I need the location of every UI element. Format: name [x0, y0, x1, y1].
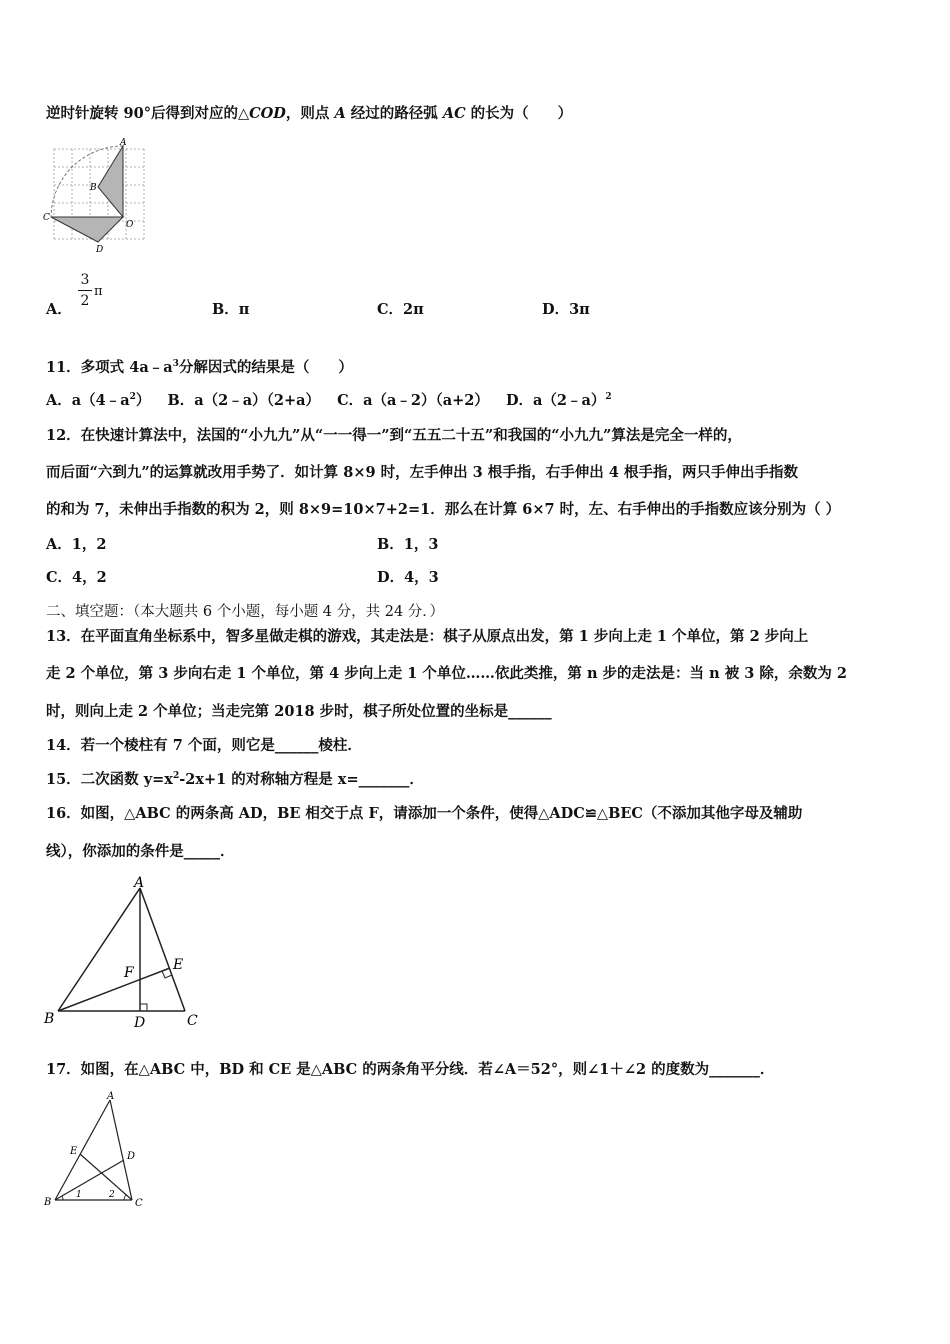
q15-stem-pre: 15．二次函数 y=x — [46, 771, 173, 788]
q14-stem: 14．若一个棱柱有 7 个面，则它是______棱柱． — [46, 737, 362, 754]
q12-option-b: B．1，3 — [377, 536, 439, 553]
q10-stem-pre: 逆时针旋转 90°后得到对应的△ — [46, 105, 250, 122]
q10-stem-ac: AC — [442, 105, 466, 122]
q16-label-a: A — [134, 875, 145, 891]
q11-option-b: B．a（2﹣a）（2+a） — [167, 392, 320, 409]
q10-option-d: D．3π — [542, 301, 590, 318]
q13-line-1: 13．在平面直角坐标系中，智多星做走棋的游戏，其走法是：棋子从原点出发，第 1 步向上走 1 个单位，第 2 步向上 — [46, 628, 809, 645]
q11-option-a-exp: 2 — [129, 392, 136, 403]
q10-stem-cod: COD — [249, 105, 286, 122]
q15-stem-exp: 2 — [172, 771, 180, 782]
q12-option-d: D．4，3 — [377, 569, 439, 586]
q16-right-angle-d — [140, 1004, 147, 1011]
q16-label-c: C — [187, 1013, 198, 1029]
q10-option-a-pi: π — [94, 284, 103, 299]
q10-stem-a: A — [334, 105, 346, 122]
q17-label-e: E — [70, 1146, 78, 1157]
q10-label-b: B — [90, 183, 97, 193]
section-2-heading: 二、填空题：（本大题共 6 个小题，每小题 4 分，共 24 分．） — [46, 604, 445, 620]
q11-option-d-exp: 2 — [605, 392, 612, 403]
q10-option-c: C．2π — [377, 301, 424, 318]
q10-stem-mid2: 经过的路径弧 — [345, 105, 443, 122]
q17-side-ab — [55, 1100, 110, 1200]
q11-option-a-pre: A．a（4﹣a — [46, 392, 130, 409]
q12-line-1: 12．在快速计算法中，法国的“小九九”从“一一得一”到“五五二十五”和我国的“小九九”算法是完全一样的， — [46, 427, 742, 444]
q10-option-a-letter: A． — [46, 301, 72, 318]
q10-triangle-cod — [51, 217, 123, 242]
q10-stem — [46, 102, 572, 123]
q17-stem: 17．如图，在△ABC 中，BD 和 CE 是△ABC 的两条角平分线．若∠A＝52°，则∠1＋∠2 的度数为_______． — [46, 1061, 775, 1078]
q11-option-d-pre: D．a（2﹣a） — [505, 392, 606, 409]
q12-line-3: 的和为 7，未伸出手指数的积为 2，则 8×9=10×7+2=1．那么在计算 6×7 时，左、右手伸出的手指数应该分别为（ ） — [46, 501, 841, 518]
q11-options — [46, 389, 612, 410]
q16-line-1: 16．如图，△ABC 的两条高 AD，BE 相交于点 F，请添加一个条件，使得△ADC≌△BEC（不添加其他字母及辅助 — [46, 805, 803, 822]
q10-figure — [40, 135, 155, 255]
q15-stem-post: -2x+1 的对称轴方程是 x=_______． — [179, 771, 424, 788]
q17-bisector-ce — [80, 1154, 132, 1200]
q17-label-c: C — [135, 1198, 143, 1209]
q10-option-a-denominator: 2 — [80, 293, 90, 309]
q16-side-ab — [58, 888, 140, 1011]
q12-option-c: C．4，2 — [46, 569, 107, 586]
q10-label-a: A — [120, 138, 127, 148]
q17-angle-2-arc — [124, 1195, 126, 1200]
q16-label-f: F — [124, 965, 134, 981]
q16-line-2: 线），你添加的条件是_____． — [46, 843, 235, 860]
q10-option-a-fraction — [78, 273, 92, 308]
q11-option-c: C．a（a﹣2）（a+2） — [337, 392, 489, 409]
q17-figure — [40, 1088, 150, 1213]
q11-stem-pre: 11．多项式 4a﹣a — [46, 359, 173, 376]
q10-stem-mid: ，则点 — [285, 105, 335, 122]
q12-option-a: A．1，2 — [46, 536, 107, 553]
q10-stem-end: 的长为（ ） — [465, 105, 573, 122]
q17-label-b: B — [44, 1197, 52, 1208]
q17-label-2: 2 — [109, 1190, 115, 1200]
q17-side-ac — [110, 1100, 132, 1200]
q16-altitude-be — [58, 968, 170, 1011]
q11-stem — [46, 356, 353, 377]
q11-stem-post: 分解因式的结果是（ ） — [178, 359, 353, 376]
q10-label-d: D — [96, 245, 104, 255]
q17-label-d: D — [127, 1151, 136, 1162]
q15-stem — [46, 768, 424, 789]
q13-line-2: 走 2 个单位，第 3 步向右走 1 个单位，第 4 步向上走 1 个单位……依此类推，第 n 步的走法是：当 n 被 3 除，余数为 2 — [46, 665, 848, 682]
q17-label-a: A — [107, 1091, 115, 1102]
q16-figure — [40, 875, 210, 1033]
q16-label-d: D — [134, 1015, 146, 1031]
q10-label-c: C — [43, 213, 50, 223]
q16-label-b: B — [44, 1011, 55, 1027]
q16-side-ac — [140, 888, 185, 1011]
q11-stem-exp: 3 — [172, 359, 179, 370]
q10-option-a-numerator: 3 — [80, 272, 90, 288]
q16-label-e: E — [173, 957, 184, 973]
q12-line-2: 而后面“六到九”的运算就改用手势了．如计算 8×9 时，左手伸出 3 根手指，右手伸出 4 根手指，两只手伸出手指数 — [46, 464, 798, 481]
q13-line-3: 时，则向上走 2 个单位；当走完第 2018 步时，棋子所处位置的坐标是______ — [46, 703, 552, 720]
q10-label-o: O — [126, 220, 134, 230]
q10-triangle-aob — [98, 146, 123, 217]
q10-option-b: B．π — [212, 301, 250, 318]
q11-option-a-post: ） — [135, 392, 151, 409]
q17-label-1: 1 — [76, 1190, 82, 1200]
